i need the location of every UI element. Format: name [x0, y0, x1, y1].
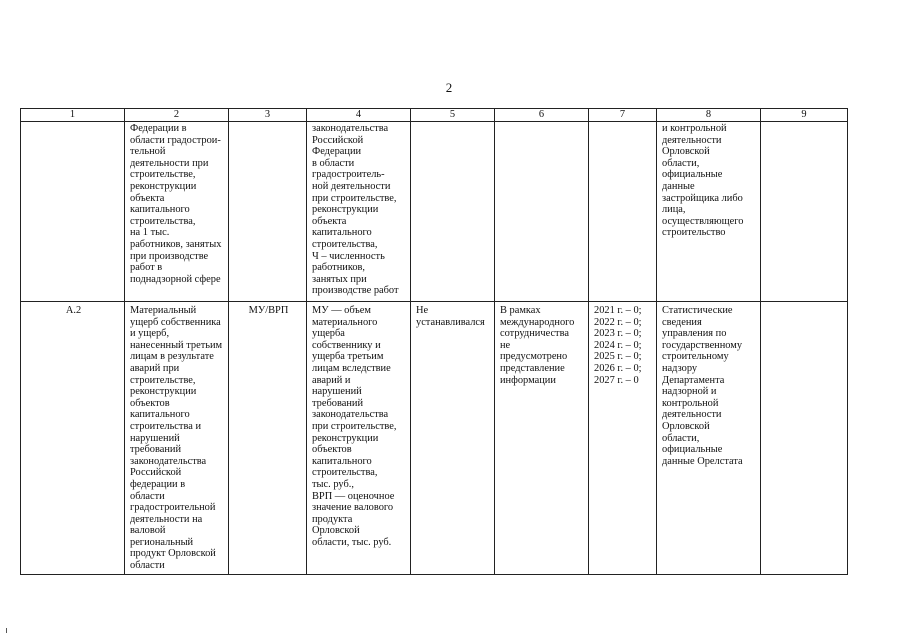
row-code-cell	[21, 122, 125, 302]
international-cell: В рамках международного сотрудничества не предусмотрено представление информации	[495, 302, 589, 575]
base-value-cell: Не устанавливался	[411, 302, 495, 575]
formula-cell	[229, 122, 307, 302]
column-number-row	[21, 109, 848, 122]
notes-cell	[761, 122, 848, 302]
column-number: 4	[307, 109, 411, 122]
data-source-cell: Статистические сведения управления по государственному строительному надзору Департамента надзорной и контрольной деятельности Орловской области, официальные данные Орелстата	[657, 302, 761, 575]
target-values-cell	[589, 122, 657, 302]
column-number: 6	[495, 109, 589, 122]
table-row-a2	[21, 302, 848, 575]
scan-mark	[6, 628, 7, 633]
column-number: 2	[125, 109, 229, 122]
formula-description-cell: законодательства Российской Федерации в области градостроитель- ной деятельности при строительстве, реконструкции объекта капитального строительства, Ч – численность работников, занятых при производстве работ	[307, 122, 411, 302]
notes-cell	[761, 302, 848, 575]
indicator-table	[20, 108, 848, 575]
column-number: 9	[761, 109, 848, 122]
table-row-continuation	[21, 122, 848, 302]
column-number: 3	[229, 109, 307, 122]
column-number: 7	[589, 109, 657, 122]
data-source-cell: и контрольной деятельности Орловской области, официальные данные застройщика либо лица, осуществляющего строительство	[657, 122, 761, 302]
indicator-name-cell: Материальный ущерб собственника и ущерб, нанесенный третьим лицам в результате аварий при строительстве, реконструкции объектов капитального строительства и нарушений требований законодательства Российской федерации в области градостроительной деятельности на валовой региональный продукт Орловской области	[125, 302, 229, 575]
column-number: 1	[21, 109, 125, 122]
column-number: 8	[657, 109, 761, 122]
column-number: 5	[411, 109, 495, 122]
base-value-cell	[411, 122, 495, 302]
formula-description-cell: МУ — объем материального ущерба собственнику и ущерба третьим лицам вследствие аварий и нарушений требований законодательства при строительстве, реконструкции объектов капитального строительства, тыс. руб., ВРП — оценочное значение валового продукта Орловской области, тыс. руб.	[307, 302, 411, 575]
indicator-name-cell: Федерации в области градострои- тельной деятельности при строительстве, реконструкции объекта капитального строительства, на 1 тыс. работников, занятых при производстве работ в поднадзорной сфере	[125, 122, 229, 302]
target-values-cell: 2021 г. – 0; 2022 г. – 0; 2023 г. – 0; 2024 г. – 0; 2025 г. – 0; 2026 г. – 0; 2027 г. – 0	[589, 302, 657, 575]
page-number: 2	[445, 80, 453, 95]
international-cell	[495, 122, 589, 302]
formula-cell: МУ/ВРП	[229, 302, 307, 575]
row-code-cell: А.2	[21, 302, 125, 575]
